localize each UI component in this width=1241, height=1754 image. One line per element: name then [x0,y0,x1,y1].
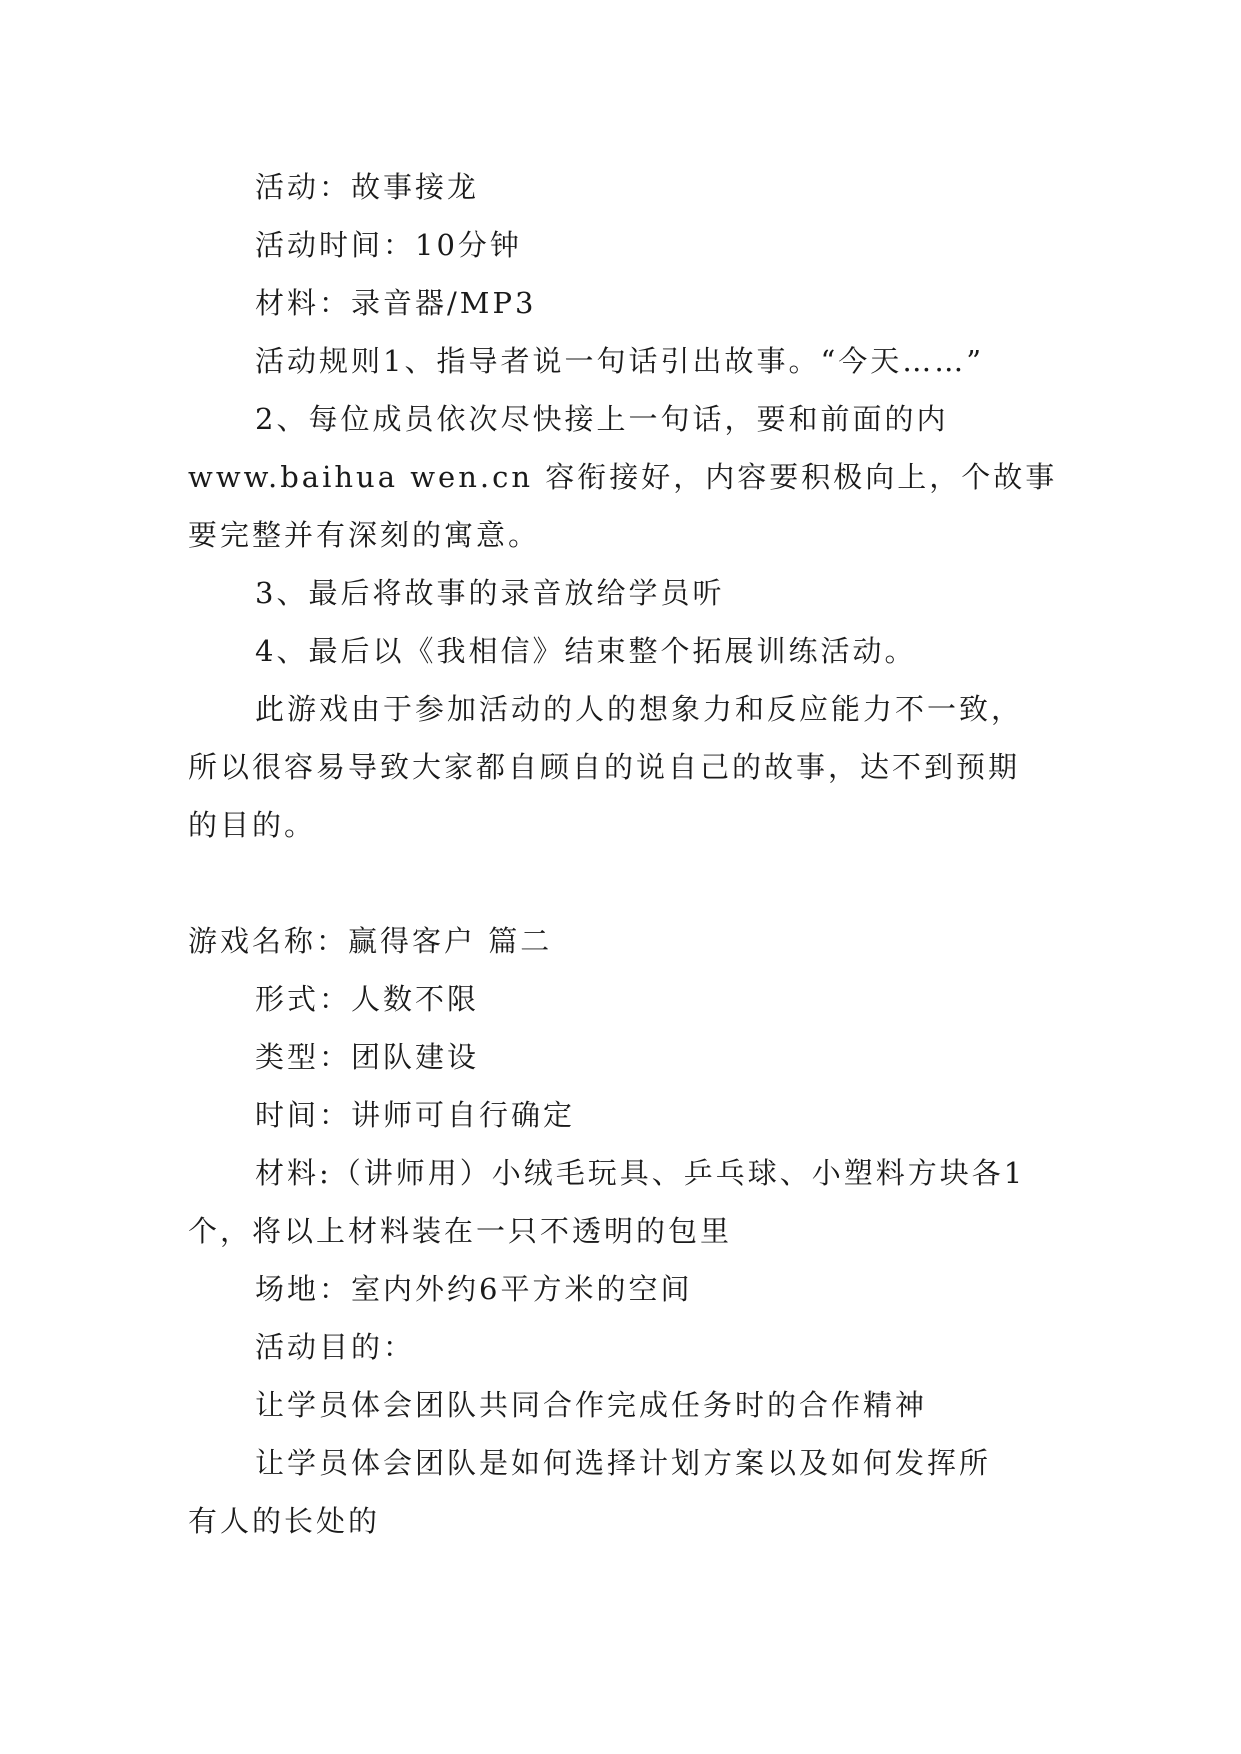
text-line: 材料：录音器/MP3 [255,286,537,320]
text-line: 让学员体会团队共同合作完成任务时的合作精神 [255,1388,928,1422]
text-line: 2、每位成员依次尽快接上一句话，要和前面的内 [255,402,949,436]
text-line: 要完整并有深刻的寓意。 [188,518,541,552]
text-line: 活动规则1、指导者说一句话引出故事。“今天……” [255,344,985,378]
text-line: 所以很容易导致大家都自顾自的说自己的故事，达不到预期 [188,750,1021,784]
text-line: 活动目的： [255,1330,416,1364]
text-line: 材料:（讲师用）小绒毛玩具、乒乓球、小塑料方块各1 [255,1156,1026,1190]
text-line: 活动时间：10分钟 [255,228,522,262]
text-line: 个，将以上材料装在一只不透明的包里 [188,1214,733,1248]
text-line: 4、最后以《我相信》结束整个拓展训练活动。 [255,634,917,668]
text-line: 有人的长处的 [188,1504,381,1538]
text-line: www.baihua wen.cn 容衔接好，内容要积极向上，个故事 [188,460,1058,494]
text-line: 让学员体会团队是如何选择计划方案以及如何发挥所 [255,1446,992,1480]
text-line: 3、最后将故事的录音放给学员听 [255,576,725,610]
text-line: 活动：故事接龙 [255,170,480,204]
section-heading: 游戏名称：赢得客户 篇二 [188,924,553,958]
text-line: 此游戏由于参加活动的人的想象力和反应能力不一致， [255,692,1024,726]
text-line: 类型：团队建设 [255,1040,480,1074]
text-line: 时间：讲师可自行确定 [255,1098,576,1132]
text-line: 形式：人数不限 [255,982,480,1016]
text-line: 的目的。 [188,808,317,842]
text-line: 场地：室内外约6平方米的空间 [255,1272,693,1306]
